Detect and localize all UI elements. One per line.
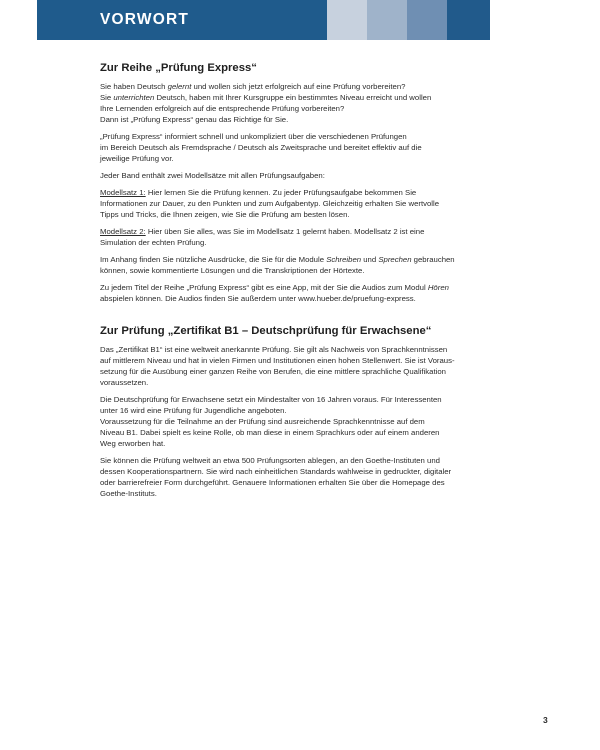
header-swatch-2: [367, 0, 407, 40]
paragraph-series-info: „Prüfung Express“ informiert schnell und unkompliziert über die verschiedenen Prüfungen im Bereich Deutsch als Fremdsprache / Deutsch als Zweitsprache und bereitet effektiv auf die jeweilige Prüfung vor.: [100, 132, 422, 163]
modellsatz-1-label: Modellsatz 1:: [100, 188, 146, 197]
emphasis-sprechen: Sprechen: [378, 255, 412, 264]
text-run: Hier lernen Sie die Prüfung kennen. Zu jeder Prüfungsaufgabe bekommen Sie Informationen zur Dauer, zu den Punkten und zum Aufgabentyp. Gleichzeitig erhalten Sie wertvolle Tipps und Tricks, die Ihnen zeigen, wie Sie die Prüfung am besten lösen.: [100, 188, 440, 219]
paragraph-appendix: [100, 254, 485, 276]
paragraph-locations: Sie können die Prüfung weltweit an etwa 500 Prüfungsorten ablegen, an den Goethe-Instituten und dessen Kooperationspartnern. Sie wird nach einheitlichen Standards wahlweise in gedruckter, digitaler oder barrierefreier Form durchgeführt. Genauere Informationen erhalten Sie über die Homepage des Goethe-Instituts.: [100, 456, 452, 498]
header-swatch-4: [447, 0, 490, 40]
section-heading-series: Zur Reihe „Prüfung Express“: [100, 62, 257, 74]
paragraph-certificate: Das „Zertifikat B1“ ist eine weltweit anerkannte Prüfung. Sie gilt als Nachweis von Sprachkenntnissen auf mittlerem Niveau und hat in vielen Firmen und Institutionen einen hohen Stellenwert. Sie ist Voraus- setzung für die Ausübung einer ganzen Reihe von Berufen, die eine mittlere sprachliche Qualifikation voraussetzen.: [100, 345, 455, 387]
text-run: Hier üben Sie alles, was Sie im Modellsatz 1 gelernt haben. Modellsatz 2 ist eine Simulation der echten Prüfung.: [100, 227, 425, 247]
text-run: Zu jedem Titel der Reihe „Prüfung Express“ gibt es eine App, mit der Sie die Audios zum Modul: [100, 283, 428, 292]
paragraph-intro: [100, 81, 485, 125]
text-run: Sie haben Deutsch: [100, 82, 168, 91]
header-swatch-3: [407, 0, 447, 40]
text-run: und: [361, 255, 379, 264]
section-heading-exam: Zur Prüfung „Zertifikat B1 – Deutschprüfung für Erwachsene“: [100, 325, 432, 337]
paragraph-app: [100, 282, 485, 304]
page-title: VORWORT: [100, 11, 190, 28]
modellsatz-2-label: Modellsatz 2:: [100, 227, 146, 236]
paragraph-requirements: Die Deutschprüfung für Erwachsene setzt ein Mindestalter von 16 Jahren voraus. Für Interessenten unter 16 wird eine Prüfung für Jugendliche angeboten. Voraussetzung für die Teilnahme an der Prüfung sind ausreichende Sprachkenntnisse auf dem Niveau B1. Dabei spielt es keine Rolle, ob man diese in einem Sprachkurs oder auf einem anderen Weg erworben hat.: [100, 395, 442, 448]
header-swatch-1: [327, 0, 367, 40]
emphasis-schreiben: Schreiben: [326, 255, 362, 264]
emphasis-unterrichten: unterrichten: [113, 93, 155, 102]
emphasis-gelernt: gelernt: [167, 82, 192, 91]
text-run: und wollen sich jetzt erfolgreich auf eine Prüfung vorbereiten? Sie: [100, 82, 406, 102]
page-number: 3: [543, 715, 548, 725]
text-run: Deutsch, haben mit Ihrer Kursgruppe ein bestimmtes Niveau erreicht und wollen Ihre Lernenden erfolgreich auf die entsprechende Prüfung vorbereiten? Dann ist „Prüfung Express“ genau das Richtige für Sie.: [100, 93, 432, 124]
text-run: abspielen können. Die Audios finden Sie außerdem unter www.hueber.de/pruefung-express.: [100, 294, 416, 303]
emphasis-hoeren: Hören: [427, 283, 449, 292]
text-run: gebrauchen können, sowie kommentierte Lösungen und die Transkriptionen der Hörtexte.: [100, 255, 455, 275]
paragraph-modellsatz-1: [100, 187, 485, 220]
main-content: [100, 61, 485, 505]
paragraph-model-sets: Jeder Band enthält zwei Modellsätze mit allen Prüfungsaufgaben:: [100, 171, 325, 180]
paragraph-modellsatz-2: [100, 226, 485, 248]
text-run: Im Anhang finden Sie nützliche Ausdrücke, die Sie für die Module: [100, 255, 327, 264]
